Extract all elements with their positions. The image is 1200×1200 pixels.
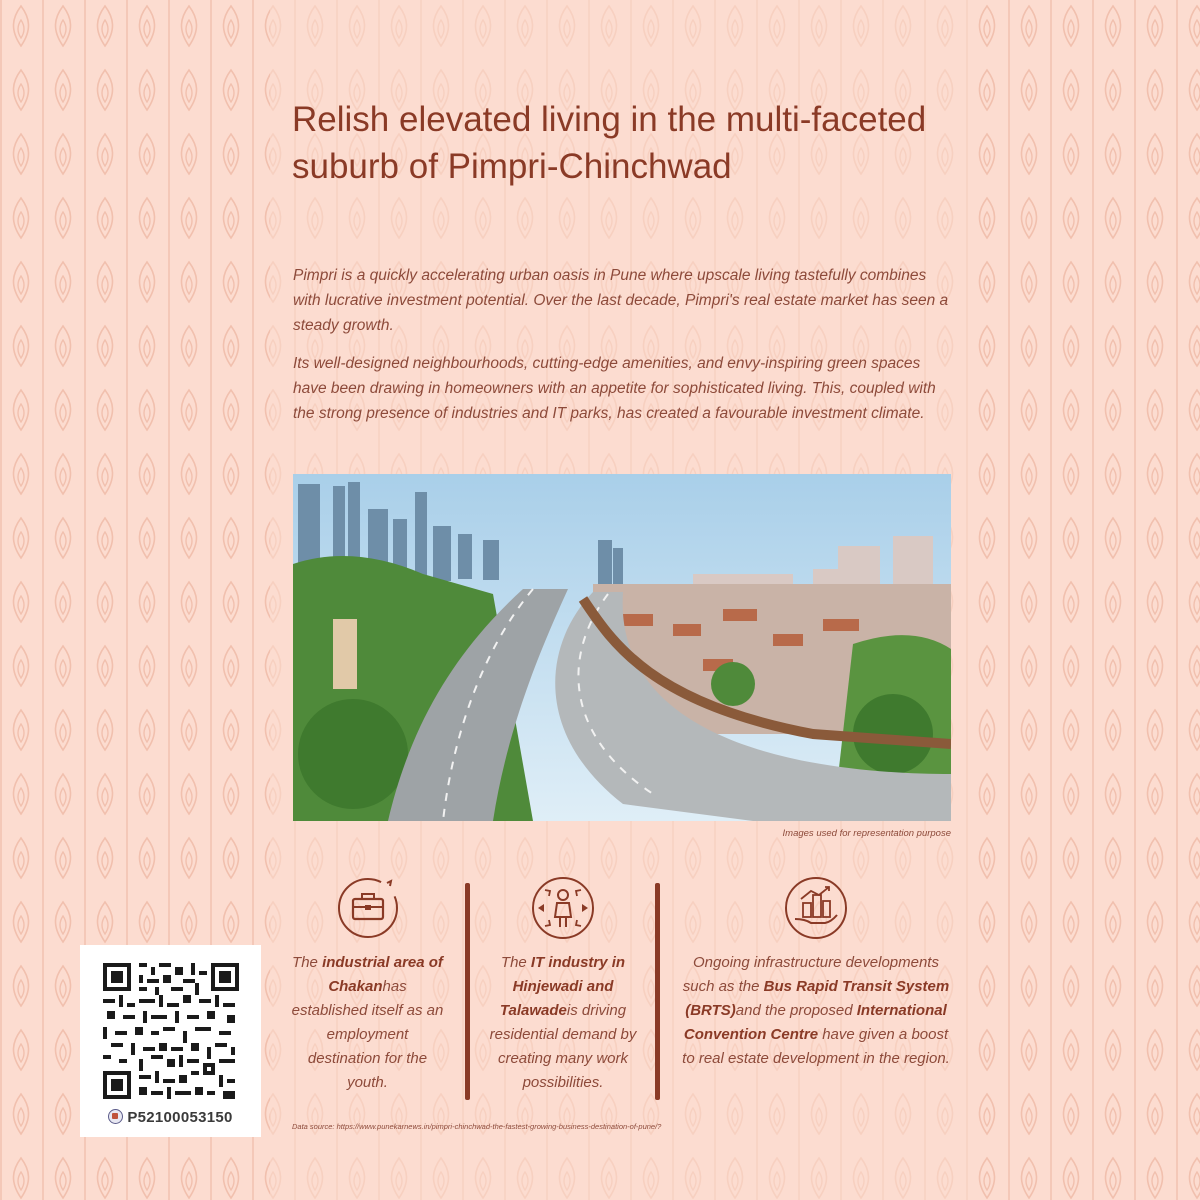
feature-infrastructure <box>680 875 952 1071</box>
rera-number: P52100053150 <box>127 1109 233 1126</box>
city-highway-image <box>293 474 951 821</box>
it-professional-icon <box>530 875 596 941</box>
divider <box>655 883 660 1100</box>
intro-paragraph: Pimpri is a quickly accelerating urban oasis in Pune where upscale living tastefully combines with lucrative investment potential. Over the last decade, Pimpri's real estate market has seen a steady growth. <box>293 267 949 334</box>
divider <box>465 883 470 1100</box>
details-paragraph: Its well-designed neighbourhoods, cutting-edge amenities, and envy-inspiring green spaces have been drawing in homeowners with an appetite for sophisticated living. This, coupled with the strong presence of industries and IT parks, has created a favourable investment climate. <box>293 355 936 422</box>
feature-industrial-area <box>290 875 445 1095</box>
feature-text: The IT industry in Hinjewadi and Talawadeis driving residential demand by creating many work possibilities. <box>489 954 637 1091</box>
qr-code-card <box>80 945 261 1137</box>
rera-logo-icon <box>108 1109 123 1124</box>
rera-registration <box>80 1109 261 1126</box>
infrastructure-growth-icon <box>783 875 849 941</box>
image-caption: Images used for representation purpose <box>782 828 951 839</box>
feature-text: Ongoing infrastructure developments such as the Bus Rapid Transit System (BRTS)and the proposed International Convention Centre have given a boost to real estate development in the region. <box>682 954 950 1067</box>
data-source-note: Data source: https://www.punekarnews.in/pimpri-chinchwad-the-fastest-growing-business-destination-of-pune/? <box>292 1122 662 1131</box>
briefcase-icon <box>335 875 401 941</box>
feature-text: The industrial area of Chakanhas established itself as an employment destination for the youth. <box>291 954 444 1091</box>
page-title: Relish elevated living in the multi-faceted suburb of Pimpri-Chinchwad <box>292 100 927 186</box>
qr-code[interactable] <box>103 963 239 1099</box>
feature-it-industry <box>488 875 638 1095</box>
